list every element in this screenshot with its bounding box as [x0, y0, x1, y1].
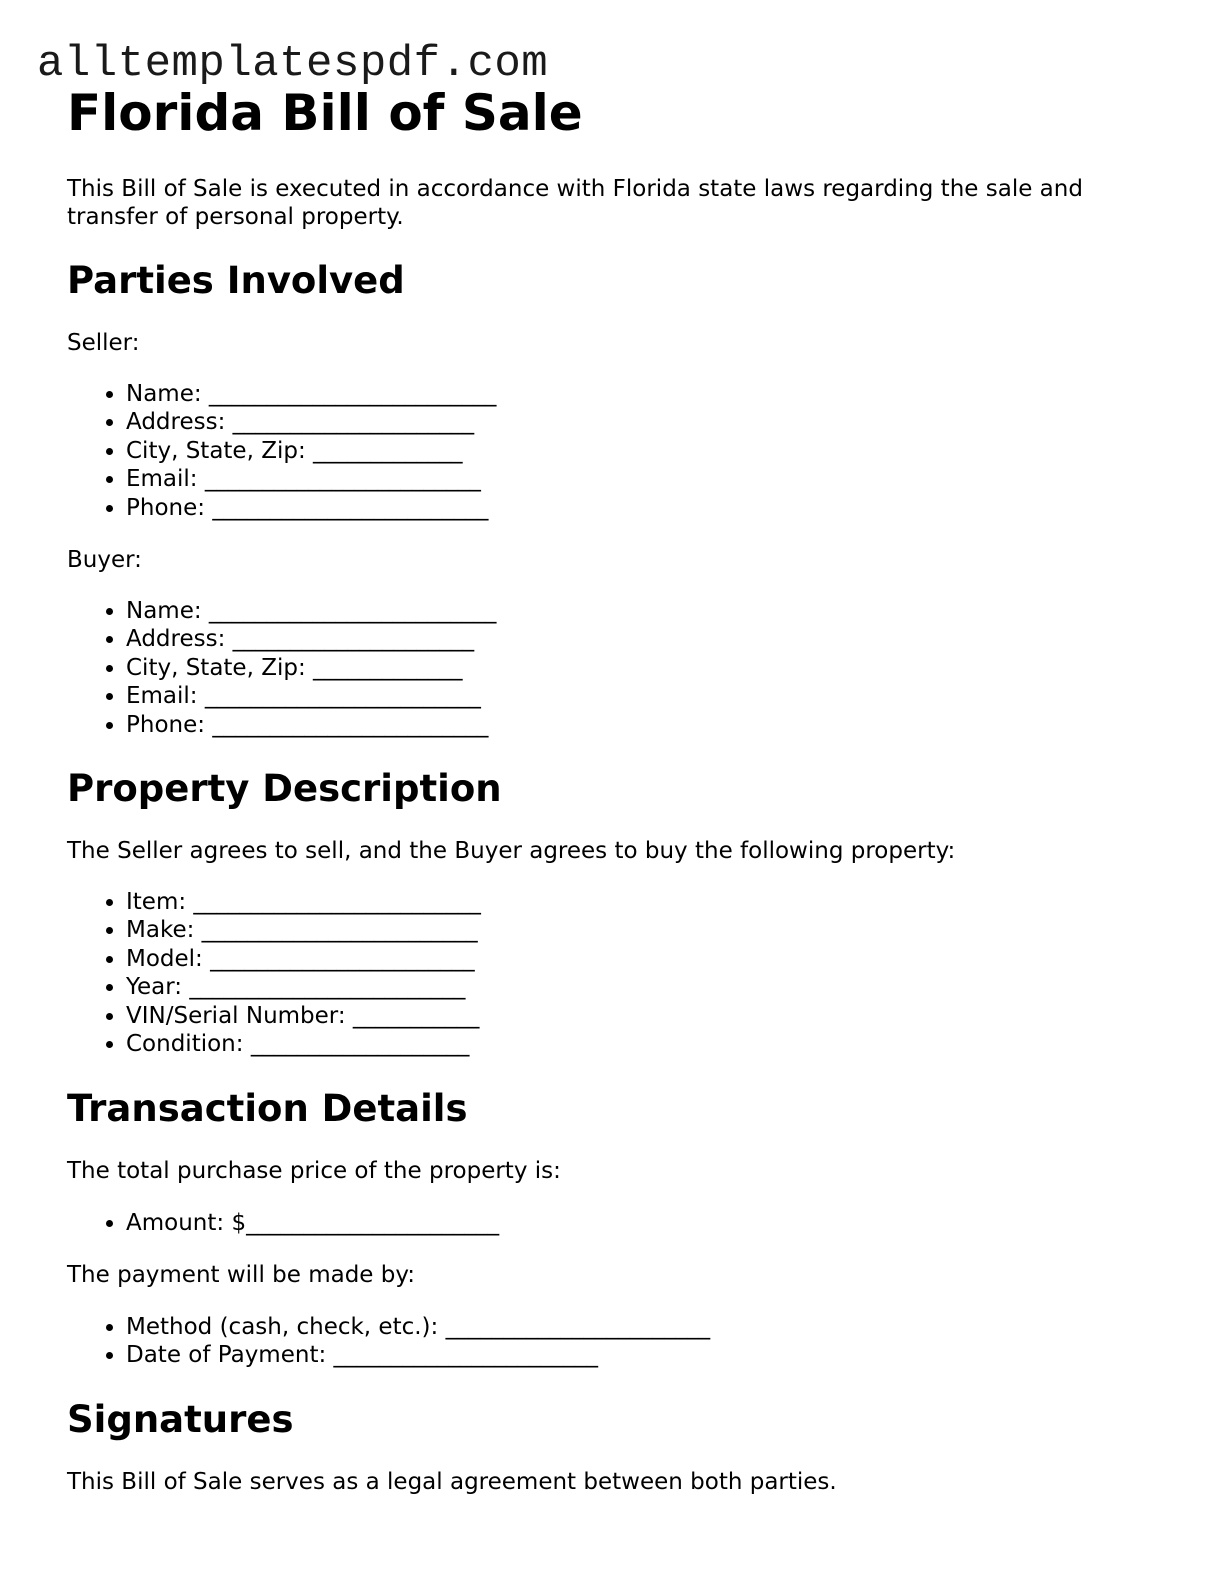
list-item [126, 682, 1167, 710]
field-label: Email: [126, 466, 198, 493]
list-item [126, 1313, 1167, 1341]
payment-fields-list [67, 1313, 1167, 1370]
field-label: Phone: [126, 494, 205, 521]
fill-in-blank[interactable]: ________________________ [212, 494, 489, 521]
fill-in-blank[interactable]: _____________________ [232, 409, 475, 436]
list-item [126, 625, 1167, 653]
field-label: Method (cash, check, etc.): [126, 1313, 439, 1340]
list-item [126, 1209, 1167, 1237]
buyer-label: Buyer: [67, 547, 142, 574]
field-label: Model: [126, 945, 203, 972]
seller-fields-list [67, 380, 1167, 522]
list-item [126, 711, 1167, 739]
fill-in-blank[interactable]: _________________________ [208, 381, 497, 407]
payment-text: The payment will be made by: [67, 1261, 416, 1288]
page-title: Florida Bill of Sale [67, 84, 583, 142]
fill-in-blank[interactable]: _______________________ [210, 945, 475, 972]
property-heading: Property Description [67, 767, 502, 811]
field-label: Name: [126, 598, 202, 625]
fill-in-blank[interactable]: ________________________ [201, 917, 478, 944]
list-item [126, 916, 1167, 944]
field-label: Address: [126, 626, 226, 653]
fill-in-blank[interactable]: ___________ [352, 1002, 480, 1029]
fill-in-blank[interactable]: _______________________ [445, 1313, 711, 1340]
price-text: The total purchase price of the property is: [67, 1157, 561, 1184]
amount-list [67, 1209, 1167, 1237]
field-label: Address: [126, 409, 226, 436]
list-item [126, 973, 1167, 1001]
field-label: Date of Payment: [126, 1342, 327, 1369]
transaction-heading: Transaction Details [67, 1086, 468, 1130]
fill-in-blank[interactable]: ________________________ [204, 466, 481, 493]
field-label: Item: [126, 889, 187, 916]
field-label: Amount: $ [126, 1209, 247, 1236]
field-label: City, State, Zip: [126, 437, 306, 464]
watermark: alltemplatespdf.com [37, 39, 549, 89]
fill-in-blank[interactable]: ______________________ [246, 1209, 500, 1236]
field-label: Condition: [126, 1031, 244, 1058]
property-fields-list [67, 888, 1167, 1058]
field-label: Year: [126, 974, 183, 1001]
fill-in-blank[interactable]: _______________________ [333, 1342, 599, 1369]
list-item [126, 888, 1167, 916]
field-label: Email: [126, 683, 198, 710]
list-item [126, 494, 1167, 522]
fill-in-blank[interactable]: _________________________ [208, 598, 497, 625]
property-intro: The Seller agrees to sell, and the Buyer agrees to buy the following property: [67, 838, 956, 865]
fill-in-blank[interactable]: ________________________ [204, 683, 481, 710]
list-item [126, 654, 1167, 682]
list-item [126, 1030, 1167, 1058]
parties-heading: Parties Involved [67, 259, 405, 302]
list-item [126, 597, 1167, 625]
fill-in-blank[interactable]: _____________________ [232, 626, 475, 653]
fill-in-blank[interactable]: _____________ [313, 654, 463, 681]
fill-in-blank[interactable]: _________________________ [193, 889, 481, 916]
list-item [126, 945, 1167, 973]
field-label: City, State, Zip: [126, 654, 306, 681]
list-item [126, 1341, 1167, 1369]
list-item [126, 465, 1167, 493]
fill-in-blank[interactable]: ________________________ [189, 974, 466, 1001]
field-label: Phone: [126, 711, 205, 738]
list-item [126, 437, 1167, 465]
fill-in-blank[interactable]: ___________________ [250, 1031, 470, 1058]
buyer-fields-list [67, 597, 1167, 739]
signatures-text: This Bill of Sale serves as a legal agreement between both parties. [67, 1468, 837, 1495]
fill-in-blank[interactable]: _____________ [313, 437, 463, 464]
list-item [126, 408, 1167, 436]
signatures-heading: Signatures [67, 1397, 294, 1441]
fill-in-blank[interactable]: ________________________ [212, 711, 489, 738]
list-item [126, 1002, 1167, 1030]
field-label: VIN/Serial Number: [126, 1002, 346, 1029]
intro-paragraph: This Bill of Sale is executed in accordance with Florida state laws regarding the sale and transfer of personal property. [67, 176, 1083, 230]
document [67, 84, 1167, 1496]
seller-label: Seller: [67, 330, 140, 356]
field-label: Make: [126, 917, 195, 944]
list-item [126, 380, 1167, 408]
field-label: Name: [126, 381, 202, 407]
